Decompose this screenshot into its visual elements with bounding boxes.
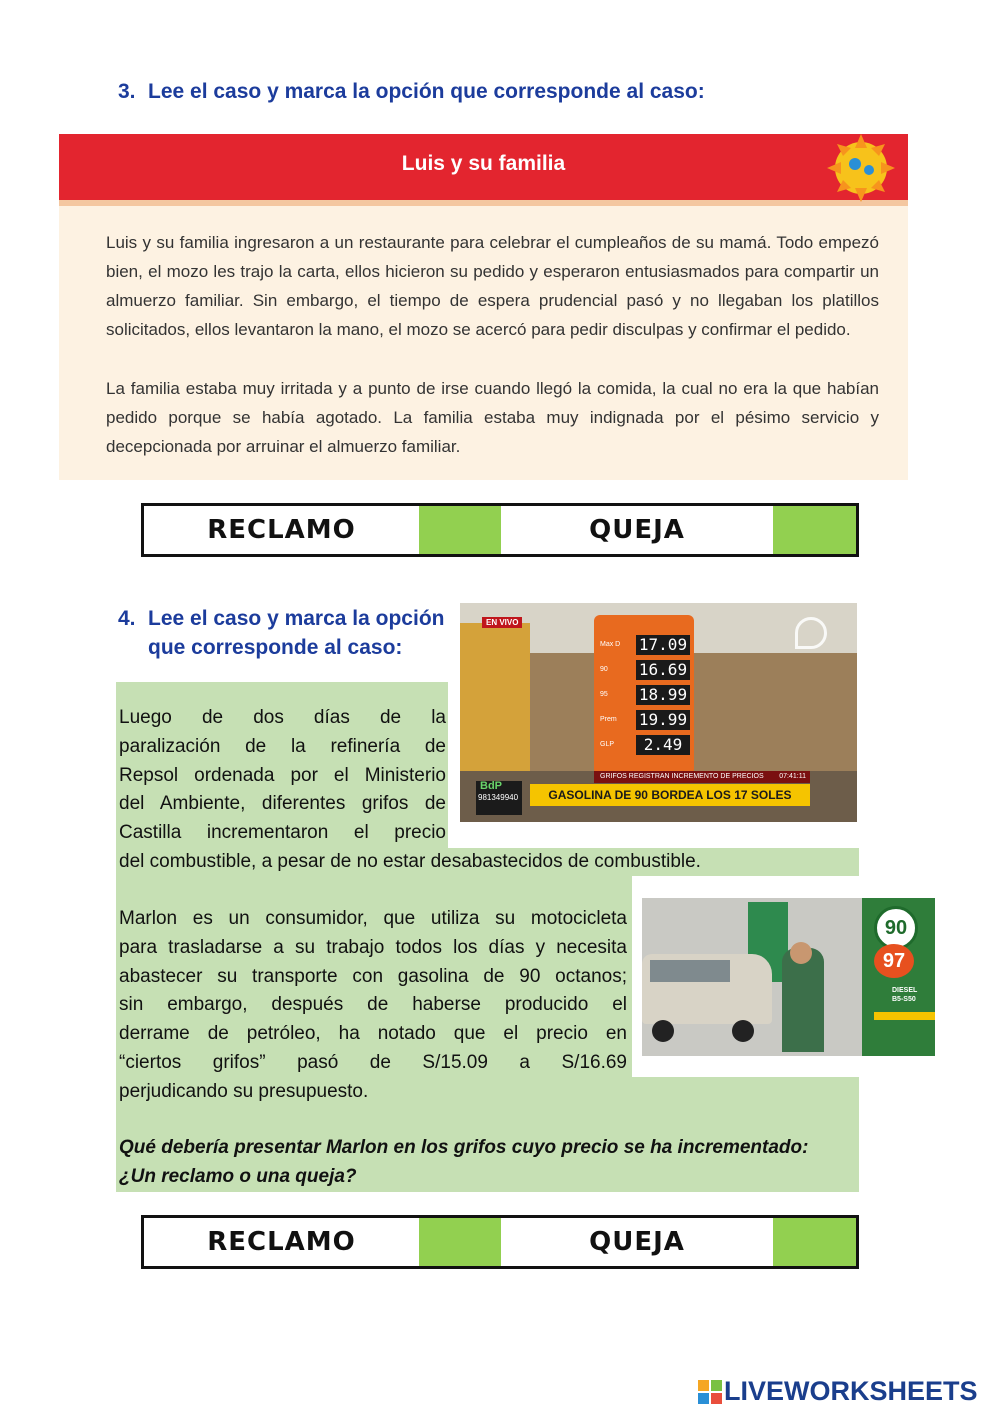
case-paragraph-2 bbox=[119, 905, 627, 1078]
option-queja-box[interactable] bbox=[773, 1218, 856, 1266]
news-brand-box bbox=[476, 781, 522, 815]
case-p1-line: del Ambiente, diferentes grifos de bbox=[119, 793, 446, 815]
price-label: 90 bbox=[600, 666, 608, 673]
price-display: 18.99 bbox=[636, 685, 690, 705]
case-p2-line: “ciertos grifos” pasó de S/15.09 a S/16.69 bbox=[119, 1051, 627, 1073]
case-p1-line: Luego de dos días de la bbox=[119, 707, 446, 728]
option-reclamo-label: RECLAMO bbox=[207, 1227, 356, 1257]
option-reclamo-label: RECLAMO bbox=[207, 515, 356, 545]
sign-90: 90 bbox=[874, 906, 918, 950]
case-p1-last-line: del combustible, a pesar de no estar desabastecidos de combustible. bbox=[119, 851, 701, 872]
news-headline: GASOLINA DE 90 BORDEA LOS 17 SOLES bbox=[530, 784, 810, 806]
case-p2-last-line: perjudicando su presupuesto. bbox=[119, 1081, 369, 1102]
price-label: 95 bbox=[600, 691, 608, 698]
option-reclamo-box[interactable] bbox=[419, 1218, 501, 1266]
price-display: 2.49 bbox=[636, 735, 690, 755]
ticker-time: 07:41:11 bbox=[779, 773, 806, 780]
question-4-title bbox=[118, 604, 444, 662]
price-board bbox=[594, 615, 694, 775]
story-title: Luis y su familia bbox=[401, 152, 566, 175]
case-p2-line: derrame de petróleo, ha notado que el precio en bbox=[119, 1023, 627, 1045]
live-badge: EN VIVO bbox=[482, 617, 522, 628]
liveworksheets-logo-icon bbox=[698, 1380, 722, 1404]
news-brand: BdP bbox=[480, 780, 502, 792]
question-4-title-line1: Lee el caso y marca la opción bbox=[148, 607, 445, 630]
case-p2-line: abastecer su transporte con gasolina de 90 octanos; bbox=[119, 965, 627, 987]
attendant-head bbox=[790, 942, 812, 964]
case-p2-line: Marlon es un consumidor, que utiliza su motocicleta bbox=[119, 908, 627, 929]
diesel-code: B5-S50 bbox=[892, 996, 916, 1003]
option-queja-label: QUEJA bbox=[589, 515, 685, 545]
price-display: 16.69 bbox=[636, 660, 690, 680]
case-p1-line: paralización de la refinería de bbox=[119, 735, 446, 757]
story-paragraph-2: La familia estaba muy irritada y a punto de irse cuando llegó la comida, la cual no era la que habían pedido porque se había agotado. La familia estaba muy indignada por el pésimo servicio y decepcionada por arruinar el almuerzo familiar. bbox=[106, 379, 879, 456]
story-card bbox=[59, 134, 908, 480]
car-window bbox=[650, 960, 730, 982]
ticker-text: GRIFOS REGISTRAN INCREMENTO DE PRECIOS bbox=[600, 773, 764, 780]
story-banner-strip bbox=[59, 200, 908, 206]
question-3-text: Lee el caso y marca la opción que corresponde al caso: bbox=[148, 80, 705, 103]
case-question-line2: ¿Un reclamo o una queja? bbox=[119, 1165, 357, 1187]
news-phone: 981349940 bbox=[478, 793, 519, 802]
car-wheel bbox=[732, 1020, 754, 1042]
news-photo bbox=[460, 603, 857, 822]
sign-97: 97 bbox=[874, 944, 914, 978]
question-3-title bbox=[118, 80, 705, 104]
price-label: Prem bbox=[600, 716, 617, 723]
case-question bbox=[119, 1134, 859, 1192]
diesel-label bbox=[892, 986, 917, 1004]
pump-rail bbox=[874, 1012, 935, 1020]
case-p2-line: sin embargo, después de haberse producido el bbox=[119, 994, 627, 1016]
news-ticker bbox=[594, 771, 810, 783]
price-label: GLP bbox=[600, 741, 615, 748]
diesel-text: DIESEL bbox=[892, 987, 918, 994]
question-3-number: 3. bbox=[118, 80, 136, 103]
option-queja-label: QUEJA bbox=[589, 1227, 685, 1257]
case-p2-line: para trasladarse a su trabajo todos los días y necesita bbox=[119, 936, 627, 958]
story-paragraph-1: Luis y su familia ingresaron a un restaurante para celebrar el cumpleaños de su mamá. Todo empezó bien, el mozo les trajo la carta, ellos hicieron su pedido y esperaron entusiasmados para compartir un almuerzo familiar. Sin embargo, el tiempo de espera prudencial pasó y no llegaban los platillos solicitados, ellos levantaron la mano, el mozo se acercó para pedir disculpas y confirmar el pedido. bbox=[106, 233, 879, 339]
case-p1-line: Repsol ordenada por el Ministerio bbox=[119, 764, 446, 786]
question-4-number: 4. bbox=[118, 607, 136, 630]
option-queja-box[interactable] bbox=[773, 506, 856, 554]
case-p1-line: Castilla incrementaron el precio bbox=[119, 822, 446, 844]
price-label: Max D bbox=[600, 641, 621, 648]
answer-bar-q3 bbox=[141, 503, 859, 557]
gas-station-photo bbox=[642, 898, 935, 1056]
case-question-line1: Qué debería presentar Marlon en los grifos cuyo precio se ha incrementado: bbox=[119, 1137, 809, 1158]
case-paragraph-1 bbox=[119, 704, 446, 848]
liveworksheets-logo bbox=[698, 1376, 994, 1412]
question-4-title-line2: que corresponde al caso: bbox=[148, 636, 403, 659]
answer-bar-q4 bbox=[141, 1215, 859, 1269]
option-reclamo-box[interactable] bbox=[419, 506, 501, 554]
watermark-text: LIVEWORKSHEETS bbox=[724, 1376, 978, 1406]
price-display: 17.09 bbox=[636, 635, 690, 655]
channel-logo-icon bbox=[795, 617, 827, 649]
car-wheel bbox=[652, 1020, 674, 1042]
price-display: 19.99 bbox=[636, 710, 690, 730]
